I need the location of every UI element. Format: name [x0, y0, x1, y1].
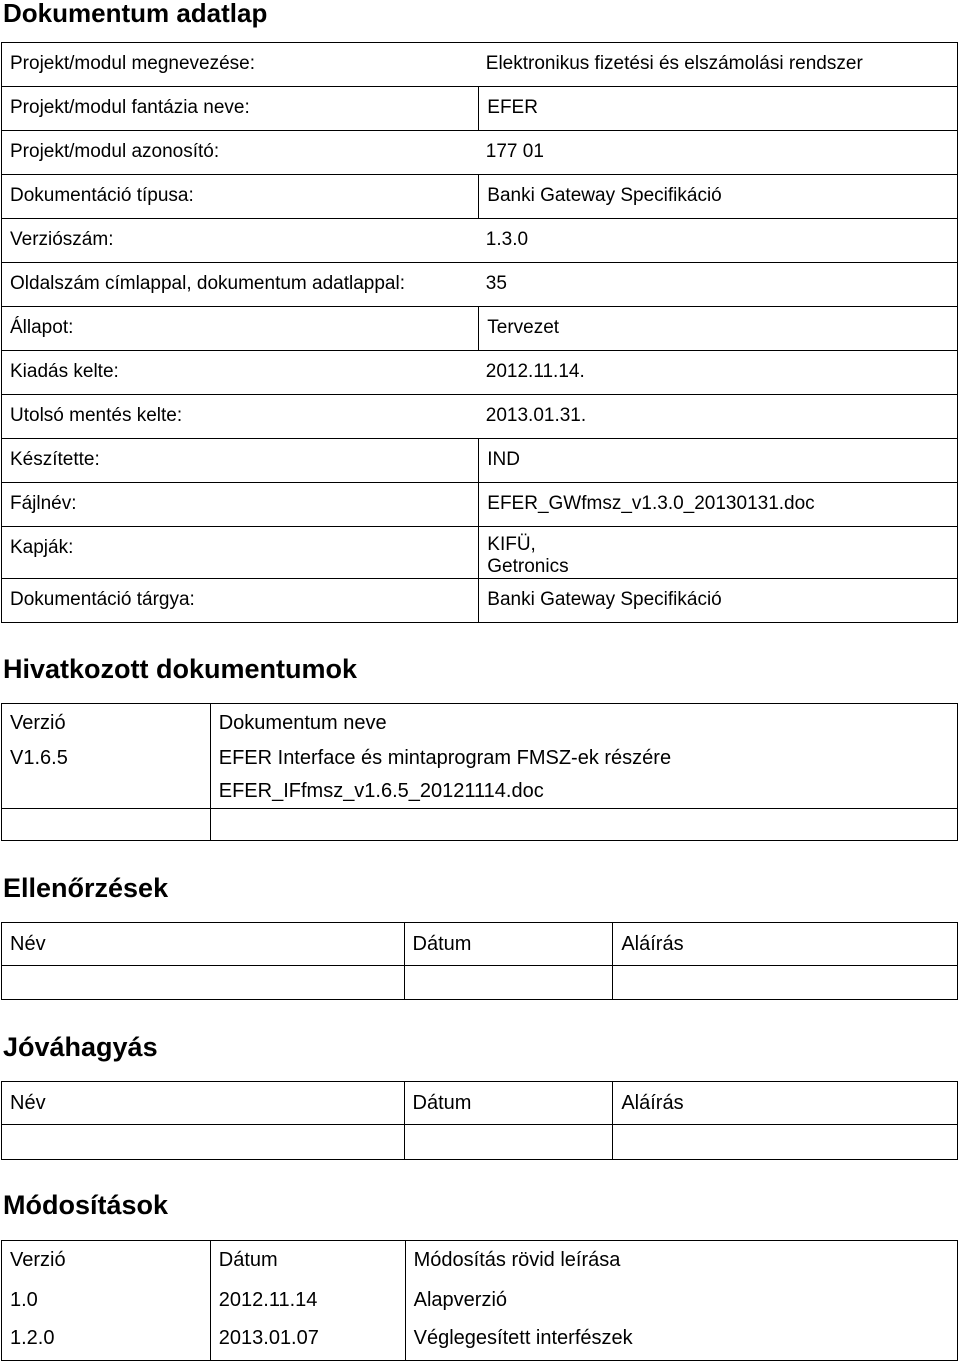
meta-label: Állapot: [2, 307, 479, 351]
meta-label: Projekt/modul megnevezése: [2, 43, 479, 87]
empty-cell [613, 1125, 958, 1160]
changes-heading: Módosítások [3, 1190, 169, 1220]
change-version: 1.0 [2, 1280, 211, 1320]
reference-filename: EFER_IFfmsz_v1.6.5_20121114.doc [218, 780, 544, 802]
meta-value: Banki Gateway Specifikáció [479, 579, 958, 623]
meta-value: 2012.11.14. [479, 351, 958, 395]
column-header: Aláírás [613, 923, 958, 966]
empty-cell [404, 966, 613, 1000]
approval-table [1, 1081, 958, 1160]
table-row [2, 742, 958, 809]
table-header-row [2, 923, 958, 966]
change-version: 1.2.0 [2, 1320, 211, 1361]
column-header: Verzió [2, 704, 211, 743]
meta-row [2, 439, 958, 483]
meta-label: Dokumentáció típusa: [2, 175, 479, 219]
checks-heading: Ellenőrzések [3, 873, 169, 903]
reference-version: V1.6.5 [2, 742, 211, 809]
column-header: Név [2, 1082, 405, 1125]
meta-row [2, 263, 958, 307]
change-description: Véglegesített interfészek [405, 1320, 957, 1361]
column-header: Dátum [404, 923, 613, 966]
table-row [2, 1280, 958, 1320]
references-heading: Hivatkozott dokumentumok [3, 654, 358, 684]
meta-row [2, 87, 958, 131]
meta-label: Oldalszám címlappal, dokumentum adatlappal: [2, 263, 479, 307]
change-description: Alapverzió [405, 1280, 957, 1320]
meta-value: Tervezet [479, 307, 958, 351]
meta-value: EFER_GWfmsz_v1.3.0_20130131.doc [479, 483, 958, 527]
meta-value: 35 [479, 263, 958, 307]
meta-row [2, 351, 958, 395]
table-row [2, 1125, 958, 1160]
meta-label: Fájlnév: [2, 483, 479, 527]
meta-label: Kapják: [2, 527, 479, 579]
meta-row [2, 219, 958, 263]
table-row [2, 966, 958, 1000]
meta-row [2, 175, 958, 219]
column-header: Dokumentum neve [210, 704, 957, 743]
meta-value: IND [479, 439, 958, 483]
meta-row [2, 131, 958, 175]
empty-cell [2, 809, 211, 841]
references-table [1, 703, 958, 841]
meta-label: Kiadás kelte: [2, 351, 479, 395]
meta-row [2, 307, 958, 351]
meta-value [479, 527, 958, 579]
empty-cell [404, 1125, 613, 1160]
meta-row [2, 579, 958, 623]
meta-value: Elektronikus fizetési és elszámolási rendszer [479, 43, 958, 87]
column-header: Név [2, 923, 405, 966]
table-row [2, 1320, 958, 1361]
column-header: Dátum [404, 1082, 613, 1125]
meta-row [2, 43, 958, 87]
approval-heading: Jóváhagyás [3, 1032, 158, 1062]
meta-row [2, 395, 958, 439]
meta-value: Banki Gateway Specifikáció [479, 175, 958, 219]
meta-label: Készítette: [2, 439, 479, 483]
table-row [2, 809, 958, 841]
column-header: Aláírás [613, 1082, 958, 1125]
meta-label: Dokumentáció tárgya: [2, 579, 479, 623]
empty-cell [2, 966, 405, 1000]
reference-document [210, 742, 957, 809]
table-header-row [2, 1241, 958, 1281]
meta-label: Projekt/modul azonosító: [2, 131, 479, 175]
empty-cell [2, 1125, 405, 1160]
changes-table [1, 1240, 958, 1361]
recipient: KIFÜ, [487, 534, 536, 555]
meta-row [2, 483, 958, 527]
meta-value: EFER [479, 87, 958, 131]
meta-label: Projekt/modul fantázia neve: [2, 87, 479, 131]
empty-cell [613, 966, 958, 1000]
page-title: Dokumentum adatlap [3, 0, 268, 28]
change-date: 2012.11.14 [210, 1280, 405, 1320]
meta-label: Utolsó mentés kelte: [2, 395, 479, 439]
empty-cell [210, 809, 957, 841]
checks-table [1, 922, 958, 1000]
meta-value: 177 01 [479, 131, 958, 175]
table-header-row [2, 704, 958, 743]
reference-title: EFER Interface és mintaprogram FMSZ-ek részére [218, 747, 672, 769]
meta-row [2, 527, 958, 579]
change-date: 2013.01.07 [210, 1320, 405, 1361]
column-header: Dátum [210, 1241, 405, 1281]
meta-label: Verziószám: [2, 219, 479, 263]
table-header-row [2, 1082, 958, 1125]
meta-value: 1.3.0 [479, 219, 958, 263]
column-header: Verzió [2, 1241, 211, 1281]
column-header: Módosítás rövid leírása [405, 1241, 957, 1281]
meta-value: 2013.01.31. [479, 395, 958, 439]
document-metadata-table [1, 42, 958, 623]
recipient: Getronics [487, 556, 569, 577]
